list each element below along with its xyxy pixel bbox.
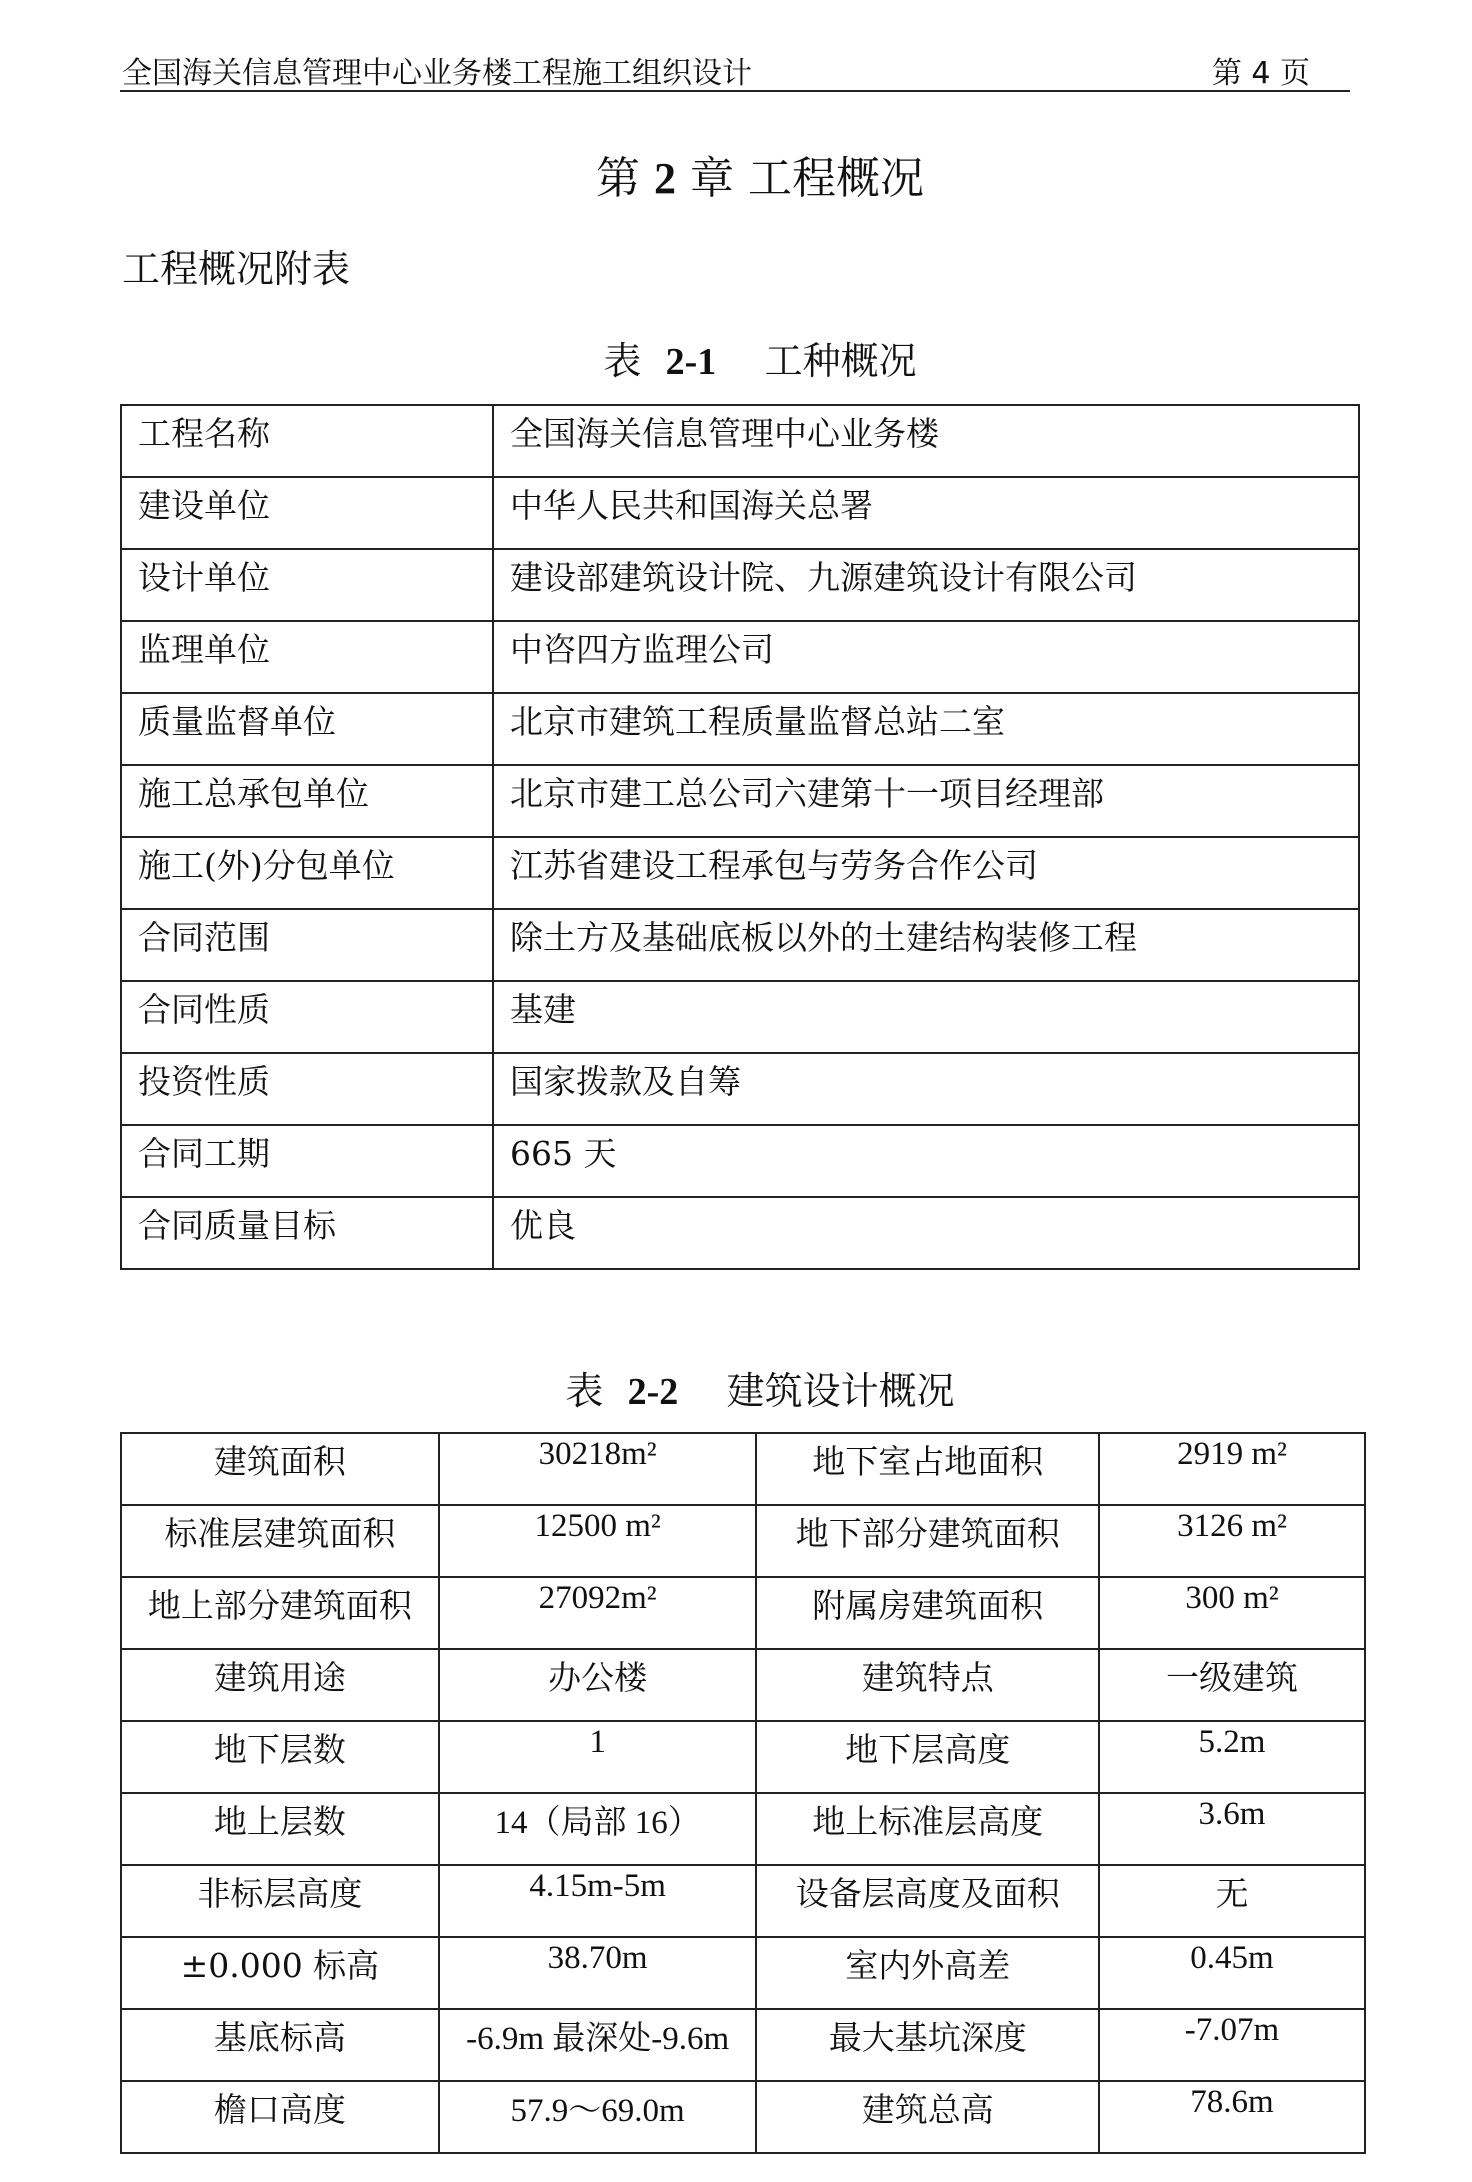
table-row — [121, 1721, 1365, 1793]
field-value: 中华人民共和国海关总署 — [493, 477, 1359, 549]
field-value: 1 — [439, 1721, 757, 1793]
field-value: 12500 m² — [439, 1505, 757, 1577]
field-value: 北京市建筑工程质量监督总站二室 — [493, 693, 1359, 765]
field-value: 3.6m — [1099, 1793, 1365, 1865]
field-label: 建筑用途 — [121, 1649, 439, 1721]
field-value: 665 天 — [493, 1125, 1359, 1197]
field-label: 室内外高差 — [756, 1937, 1098, 2009]
table1-caption — [0, 330, 1472, 385]
field-value: 全国海关信息管理中心业务楼 — [493, 405, 1359, 477]
table-row — [121, 1649, 1365, 1721]
field-value: 北京市建工总公司六建第十一项目经理部 — [493, 765, 1359, 837]
field-label: 投资性质 — [121, 1053, 493, 1125]
architectural-design-table — [120, 1432, 1366, 2154]
field-label: 标准层建筑面积 — [121, 1505, 439, 1577]
table1-caption-text: 工种概况 — [764, 339, 917, 383]
field-label: 设备层高度及面积 — [756, 1865, 1098, 1937]
field-label: 附属房建筑面积 — [756, 1577, 1098, 1649]
field-value: 优良 — [493, 1197, 1359, 1269]
field-label: 建筑特点 — [756, 1649, 1098, 1721]
table-row — [121, 1197, 1359, 1269]
field-value: 基建 — [493, 981, 1359, 1053]
field-label: 基底标高 — [121, 2009, 439, 2081]
table-row — [121, 693, 1359, 765]
field-label: 合同范围 — [121, 909, 493, 981]
field-label: 工程名称 — [121, 405, 493, 477]
field-label: 地上部分建筑面积 — [121, 1577, 439, 1649]
field-label: 最大基坑深度 — [756, 2009, 1098, 2081]
field-label: 地下层高度 — [756, 1721, 1098, 1793]
field-value: 57.9～69.0m — [439, 2081, 757, 2153]
chapter-heading — [0, 142, 1472, 206]
field-value: 江苏省建设工程承包与劳务合作公司 — [493, 837, 1359, 909]
table-row — [121, 1577, 1365, 1649]
table2-caption-text: 建筑设计概况 — [726, 1369, 955, 1413]
field-label: 施工总承包单位 — [121, 765, 493, 837]
field-label: 质量监督单位 — [121, 693, 493, 765]
table-row — [121, 1793, 1365, 1865]
field-value: 一级建筑 — [1099, 1649, 1365, 1721]
field-label: 地下层数 — [121, 1721, 439, 1793]
field-label: 合同工期 — [121, 1125, 493, 1197]
chapter-prefix: 第 — [596, 153, 640, 204]
table-row — [121, 1125, 1359, 1197]
table-row — [121, 1433, 1365, 1505]
document-title: 全国海关信息管理中心业务楼工程施工组织设计 — [122, 56, 752, 91]
field-label: 建设单位 — [121, 477, 493, 549]
table2-caption — [0, 1360, 1472, 1415]
field-label: 设计单位 — [121, 549, 493, 621]
field-value: -6.9m 最深处-9.6m — [439, 2009, 757, 2081]
field-value: 30218m² — [439, 1433, 757, 1505]
table2-caption-prefix: 表 — [565, 1369, 604, 1413]
table-row — [121, 909, 1359, 981]
field-label: 地上标准层高度 — [756, 1793, 1098, 1865]
table-row — [121, 1865, 1365, 1937]
table-row — [121, 981, 1359, 1053]
field-value: 300 m² — [1099, 1577, 1365, 1649]
field-value: 4.15m-5m — [439, 1865, 757, 1937]
table-row — [121, 405, 1359, 477]
field-label: 檐口高度 — [121, 2081, 439, 2153]
field-value: 除土方及基础底板以外的土建结构装修工程 — [493, 909, 1359, 981]
field-label: 合同性质 — [121, 981, 493, 1053]
table-row — [121, 2009, 1365, 2081]
field-label: ±0.000 标高 — [121, 1937, 439, 2009]
chapter-number: 2 — [654, 154, 676, 203]
table-row — [121, 477, 1359, 549]
field-value: 38.70m — [439, 1937, 757, 2009]
table-row — [121, 2081, 1365, 2153]
field-value: 中咨四方监理公司 — [493, 621, 1359, 693]
page-number: 第 4 页 — [1211, 56, 1310, 91]
page-header — [120, 44, 1350, 92]
field-label: 地下室占地面积 — [756, 1433, 1098, 1505]
field-label: 监理单位 — [121, 621, 493, 693]
section-title: 工程概况附表 — [122, 247, 351, 291]
field-label: 施工(外)分包单位 — [121, 837, 493, 909]
field-value: 国家拨款及自筹 — [493, 1053, 1359, 1125]
table2-caption-number: 2-2 — [627, 1371, 679, 1413]
field-value: 3126 m² — [1099, 1505, 1365, 1577]
table-row — [121, 765, 1359, 837]
field-value: 0.45m — [1099, 1937, 1365, 2009]
table-row — [121, 1505, 1365, 1577]
field-label: 非标层高度 — [121, 1865, 439, 1937]
table-row — [121, 837, 1359, 909]
field-label: 地上层数 — [121, 1793, 439, 1865]
field-value: 办公楼 — [439, 1649, 757, 1721]
field-value: 78.6m — [1099, 2081, 1365, 2153]
field-value: 2919 m² — [1099, 1433, 1365, 1505]
table-row — [121, 549, 1359, 621]
field-value: 5.2m — [1099, 1721, 1365, 1793]
field-label: 建筑总高 — [756, 2081, 1098, 2153]
chapter-title: 章 工程概况 — [690, 153, 924, 204]
table-row — [121, 621, 1359, 693]
field-label: 合同质量目标 — [121, 1197, 493, 1269]
field-label: 建筑面积 — [121, 1433, 439, 1505]
field-value: 无 — [1099, 1865, 1365, 1937]
field-label: 地下部分建筑面积 — [756, 1505, 1098, 1577]
table1-caption-number: 2-1 — [665, 341, 717, 383]
field-value: 27092m² — [439, 1577, 757, 1649]
project-overview-table — [120, 404, 1360, 1270]
field-value: 14（局部 16） — [439, 1793, 757, 1865]
table1-caption-prefix: 表 — [603, 339, 642, 383]
table-row — [121, 1937, 1365, 2009]
field-value: -7.07m — [1099, 2009, 1365, 2081]
field-value: 建设部建筑设计院、九源建筑设计有限公司 — [493, 549, 1359, 621]
table-row — [121, 1053, 1359, 1125]
